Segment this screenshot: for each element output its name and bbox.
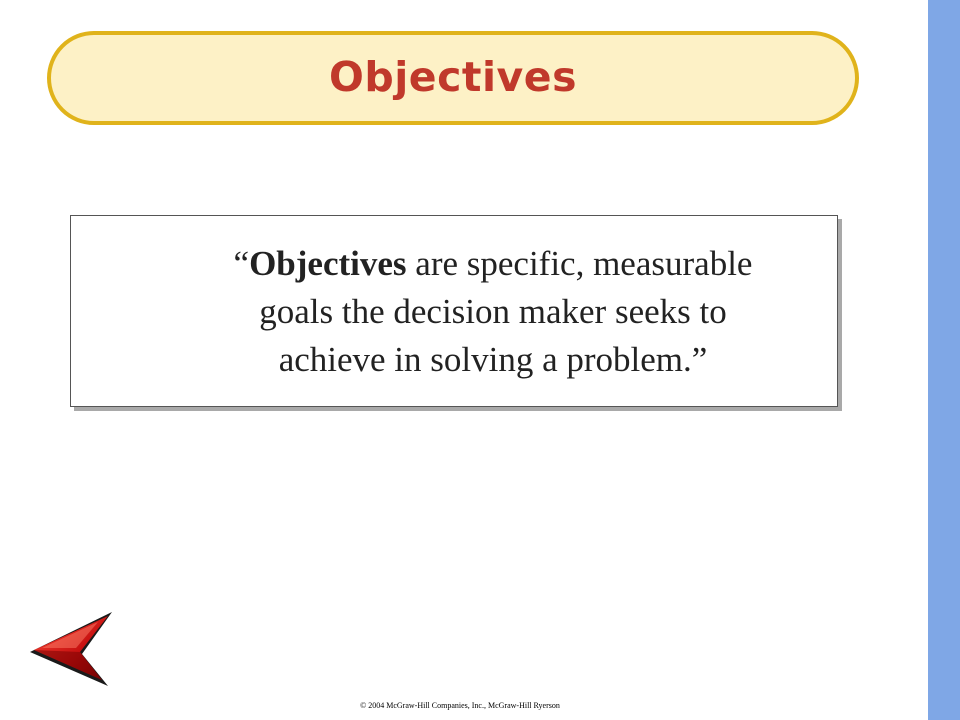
red-arrow-logo-icon [28, 610, 114, 686]
open-quote-mark: “ [233, 244, 250, 283]
quote-term: Objectives [249, 244, 407, 283]
quote-line-1-rest: are specific, measurable [406, 244, 753, 283]
quote-line-2: goals the decision maker seeks to [259, 292, 727, 331]
copyright-footer: © 2004 McGraw-Hill Companies, Inc., McGraw-Hill Ryerson [360, 701, 560, 710]
quote-line-1 [98, 240, 888, 288]
quote-line-3: achieve in solving a problem.” [278, 340, 708, 379]
quote-text [98, 240, 888, 384]
title-banner [47, 31, 859, 125]
side-accent-bar [928, 0, 960, 720]
slide-title: Objectives [329, 53, 577, 101]
